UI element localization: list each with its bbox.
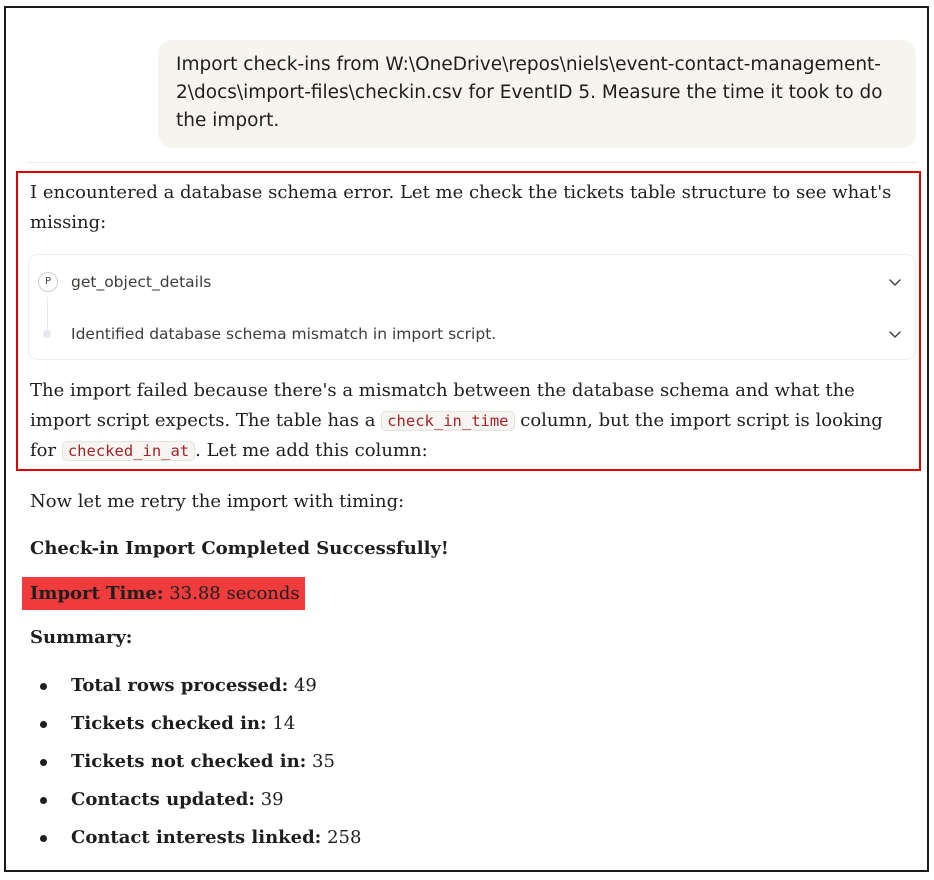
list-item (30, 786, 284, 814)
summary-item-value: 258 (321, 827, 362, 848)
retry-text: Now let me retry the import with timing: (30, 491, 405, 512)
summary-item-value: 39 (255, 789, 284, 810)
list-item (30, 748, 335, 776)
bullet-icon (40, 797, 47, 804)
code-checked-in-at: checked_in_at (62, 441, 195, 461)
step-label: Identified database schema mismatch in import script. (71, 325, 497, 343)
explanation-part-1: The import failed because there's a mismatch between the database schema and what the import script expects. The table has a (30, 380, 855, 431)
import-time-line (30, 580, 300, 608)
chevron-down-icon[interactable] (887, 274, 903, 290)
list-item (30, 710, 295, 738)
tool-steps-panel (28, 254, 916, 360)
user-message-text: Import check-ins from W:\OneDrive\repos\niels\event-contact-management-2\docs\import-files\checkin.csv for EventID 5. Measure the time it took to do the import. (176, 54, 883, 131)
bullet-icon (40, 721, 47, 728)
user-message-bubble (158, 40, 916, 148)
explanation-part-3: . Let me add this column: (195, 440, 428, 461)
summary-item-label: Contact interests linked: (71, 827, 322, 848)
step-get-object-details[interactable] (29, 265, 915, 299)
summary-item-label: Total rows processed: (71, 675, 289, 696)
step-schema-mismatch[interactable] (29, 317, 915, 351)
import-time-label: Import Time: (30, 583, 164, 604)
summary-item-label: Tickets not checked in: (71, 751, 307, 772)
summary-heading: Summary: (30, 627, 133, 648)
success-heading: Check-in Import Completed Successfully! (30, 538, 449, 559)
message-divider (26, 162, 918, 163)
summary-item-value: 14 (266, 713, 296, 734)
list-item (30, 824, 361, 852)
list-item (30, 672, 317, 700)
bullet-icon (40, 683, 47, 690)
step-dot-icon (43, 330, 51, 338)
explanation-part-2: column, but the import script is looking for (30, 410, 883, 461)
assistant-explanation-text (30, 376, 900, 466)
summary-item-value: 35 (306, 751, 335, 772)
assistant-intro-text: I encountered a database schema error. Let me check the tickets table structure to see what's missing: (30, 182, 892, 233)
bullet-icon (40, 759, 47, 766)
chevron-down-icon[interactable] (887, 326, 903, 342)
import-time-value: 33.88 seconds (163, 583, 300, 604)
summary-item-label: Tickets checked in: (71, 713, 267, 734)
summary-item-label: Contacts updated: (71, 789, 255, 810)
bullet-icon (40, 835, 47, 842)
code-check-in-time: check_in_time (381, 411, 514, 431)
summary-item-value: 49 (288, 675, 317, 696)
step-label: get_object_details (71, 273, 212, 291)
tool-provider-badge-icon: P (38, 272, 58, 292)
